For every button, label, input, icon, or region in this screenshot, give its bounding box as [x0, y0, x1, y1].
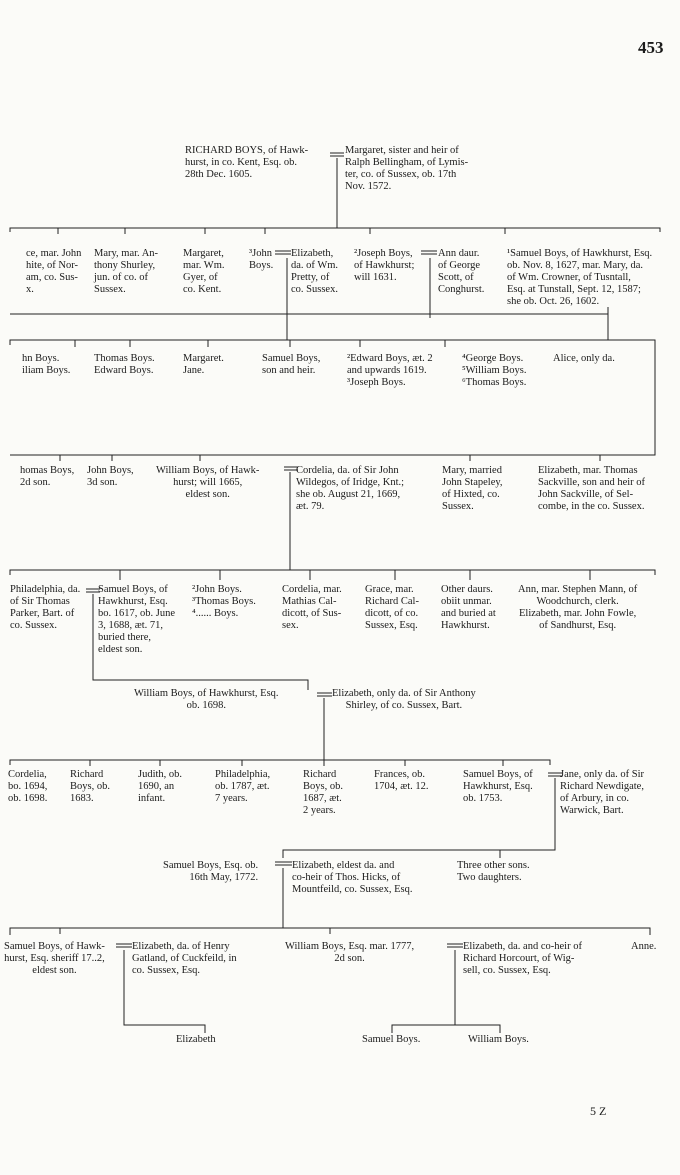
john-boys-entry: ³John Boys.	[249, 248, 274, 271]
william-boys-1777-entry: William Boys, Esq. mar. 1777, 2d son.	[285, 941, 415, 964]
cordelia-1694-entry: Cordelia, bo. 1694, ob. 1698.	[8, 769, 48, 804]
william-boys-1698-entry: William Boys, of Hawkhurst, Esq. ob. 1698.	[134, 688, 279, 711]
george-boys-entry: ⁴George Boys. ⁵William Boys. ⁶Thomas Boys.	[462, 353, 527, 388]
philadelphia-parker-entry: Philadelphia, da. of Sir Thomas Parker, Bart. of co. Sussex.	[10, 584, 81, 631]
samuel-son-heir-entry: Samuel Boys, son and heir.	[262, 353, 321, 376]
thomas-2d-son-entry: homas Boys, 2d son.	[20, 465, 75, 488]
richard-1683-entry: Richard Boys, ob. 1683.	[70, 769, 110, 804]
elizabeth-child-entry: Elizabeth	[176, 1034, 216, 1045]
grace-caldicott-entry: Grace, mar. Richard Cal- dicott, of co. Sussex, Esq.	[365, 584, 419, 631]
richard-1687-entry: Richard Boys, ob. 1687, æt. 2 years.	[303, 769, 343, 816]
edward-boys-entry: ²Edward Boys, æt. 2 and upwards 1619. ³Joseph Boys.	[347, 353, 433, 388]
elizabeth-sackville-entry: Elizabeth, mar. Thomas Sackville, son and heir of John Sackville, of Sel- combe, in the co. Sussex.	[538, 465, 646, 512]
mary-stapeley-entry: Mary, married John Stapeley, of Hixted, co. Sussex.	[442, 465, 503, 512]
judith-entry: Judith, ob. 1690, an infant.	[138, 769, 183, 804]
anne-entry: Anne.	[631, 941, 657, 952]
samuel-boys-sheriff-entry: Samuel Boys, of Hawk- hurst, Esq. sheriff 17..2, eldest son.	[4, 941, 105, 976]
page-number: 453	[638, 38, 664, 57]
alice-entry: Alice, only da.	[553, 353, 615, 364]
samuel-boys-1772-entry: Samuel Boys, Esq. ob. 16th May, 1772.	[163, 860, 259, 883]
frances-entry: Frances, ob. 1704, æt. 12.	[374, 769, 429, 792]
margaret-gyer-entry: Margaret, mar. Wm. Gyer, of co. Kent.	[183, 248, 225, 295]
jane-newdigate-entry: Jane, only da. of Sir Richard Newdigate, of Arbury, in co. Warwick, Bart.	[560, 769, 644, 816]
cordelia-caldicott-entry: Cordelia, mar. Mathias Cal- dicott, of Sus- sex.	[282, 584, 342, 631]
samuel-boys-1617-entry: Samuel Boys, of Hawkhurst, Esq. bo. 1617, ob. June 3, 1688, æt. 71, buried there, eldest son.	[98, 584, 175, 655]
philadelphia-1787-entry: Philadelphia, ob. 1787, æt. 7 years.	[215, 769, 271, 804]
ann-scott-entry: Ann daur. of George Scott, of Conghurst.	[438, 248, 485, 295]
margaret-jane-entry: Margaret. Jane.	[183, 353, 224, 376]
margaret-bellingham-entry: Margaret, sister and heir of Ralph Bellingham, of Lymis- ter, co. of Sussex, ob. 17th Nov. 1572.	[345, 145, 469, 192]
signature-mark: 5 Z	[590, 1104, 607, 1118]
gen3-sons-entry: hn Boys. iliam Boys.	[22, 353, 71, 376]
richard-boys-entry: RICHARD BOYS, of Hawk- hurst, in co. Kent, Esq. ob. 28th Dec. 1605.	[185, 145, 309, 180]
samuel-boys-child-entry: Samuel Boys.	[362, 1034, 421, 1045]
elizabeth-gatland-entry: Elizabeth, da. of Henry Gatland, of Cuckfeild, in co. Sussex, Esq.	[132, 941, 237, 976]
samuel-boys-1753-entry: Samuel Boys, of Hawkhurst, Esq. ob. 1753.	[463, 769, 533, 804]
thomas-edward-entry: Thomas Boys. Edward Boys.	[94, 353, 155, 376]
joseph-boys-entry: ²Joseph Boys, of Hawkhurst; will 1631.	[354, 248, 415, 283]
mary-shurley-entry: Mary, mar. An- thony Shurley, jun. of co. of Sussex.	[94, 248, 159, 295]
john-3d-son-entry: John Boys, 3d son.	[87, 465, 134, 488]
elizabeth-hicks-entry: Elizabeth, eldest da. and co-heir of Thos. Hicks, of Mountfeild, co. Sussex, Esq.	[292, 860, 413, 895]
elizabeth-pretty-entry: Elizabeth, da. of Wm. Pretty, of co. Sussex.	[291, 248, 339, 295]
elizabeth-shirley-entry: Elizabeth, only da. of Sir Anthony Shirley, of co. Sussex, Bart.	[332, 688, 476, 711]
other-children-entry: Three other sons. Two daughters.	[457, 860, 530, 883]
gen2-daughter-entry: ce, mar. John hite, of Nor- am, co. Sus- x.	[26, 248, 82, 295]
william-boys-child-entry: William Boys.	[468, 1034, 529, 1045]
other-daughters-entry: Other daurs. obiit unmar. and buried at Hawkhurst.	[441, 584, 496, 631]
elizabeth-horcourt-entry: Elizabeth, da. and co-heir of Richard Horcourt, of Wig- sell, co. Sussex, Esq.	[463, 941, 582, 976]
ann-mann-entry: Ann, mar. Stephen Mann, of Woodchurch, clerk. Elizabeth, mar. John Fowle, of Sandhurst, Esq.	[518, 584, 638, 631]
cordelia-wildegos-entry: Cordelia, da. of Sir John Wildegos, of Iridge, Knt.; she ob. August 21, 1669, æt. 79.	[296, 465, 405, 512]
john-thomas-boys-entry: ²John Boys. ³Thomas Boys. ⁴...... Boys.	[192, 584, 256, 619]
samuel-boys-entry: ¹Samuel Boys, of Hawkhurst, Esq. ob. Nov. 8, 1627, mar. Mary, da. of Wm. Crowner, of Tusntall, Esq. at Tunstall, Sept. 12, 1587; she ob. Oct. 26, 1602.	[507, 248, 653, 307]
william-boys-entry: William Boys, of Hawk- hurst; will 1665, eldest son.	[156, 465, 260, 500]
